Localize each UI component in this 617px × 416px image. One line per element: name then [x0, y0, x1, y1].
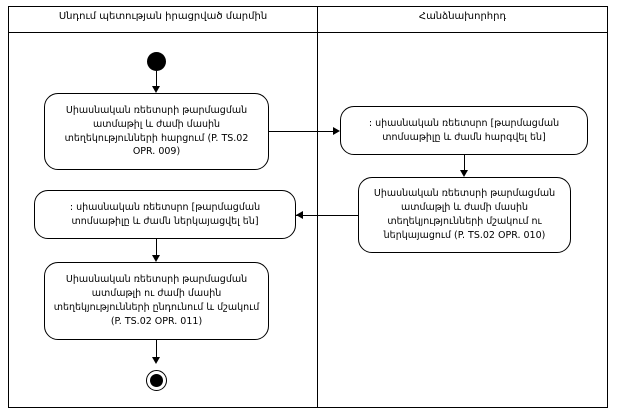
final-node-core — [150, 374, 163, 387]
edge-start-to-opr009-arrow — [152, 86, 160, 93]
edge-signal-to-opr011-arrow — [152, 255, 160, 262]
final-node — [146, 370, 167, 391]
lane-header-divider — [8, 32, 608, 33]
signal-node-presented-label: : սիասնական ռեետսրո [թարմացման տոմսաթիլը և ժամն ներկայացվել են] — [69, 201, 261, 227]
edge-opr010-to-signal-arrow — [296, 211, 303, 219]
activity-node-opr-011[interactable] — [44, 262, 269, 340]
swimlane-divider — [317, 6, 318, 408]
edge-opr009-to-signal-line — [269, 131, 335, 132]
activity-node-opr-011-label: Սիասնական ռեետսրի թարմացման ատմաթլի ու ժամի մասին տեղեկյությունների ընդունում և մշակում (P. TS.02 OPR. 011) — [53, 274, 260, 327]
activity-node-opr-010[interactable] — [358, 177, 571, 253]
edge-opr011-to-end-arrow — [152, 357, 160, 364]
signal-node-receipt-label: : սիասնական ռեետսրո [թարմացման տոմսաթիլը և ժամն հարգվել են] — [368, 117, 560, 143]
lane-title-right: Հանձնախորհրդ — [418, 11, 507, 22]
lane-title-left: Սնդում պետության իրացրված մարմին — [58, 11, 268, 22]
signal-node-presented[interactable] — [34, 190, 296, 239]
edge-signal-to-opr010-arrow — [460, 170, 468, 177]
edge-opr009-to-signal-arrow — [333, 127, 340, 135]
activity-node-opr-010-label: Սիասնական ռեետսրի թարմացման ատմաթլի և ժամի մասին տեղեկյությունների մշակում ու ներկայացում (P. TS.02 OPR. 010) — [373, 188, 556, 241]
signal-node-receipt[interactable] — [340, 106, 588, 155]
activity-node-opr-009[interactable] — [44, 93, 269, 170]
initial-node — [147, 52, 166, 71]
activity-node-opr-009-label: Սիասնական ռեետսրի թարմացման ատմաթիլ և ժամի մասին տեղեկությունների հարցում (P. TS.02 OPR. 009) — [64, 104, 249, 158]
edge-opr010-to-signal-line — [296, 215, 358, 216]
